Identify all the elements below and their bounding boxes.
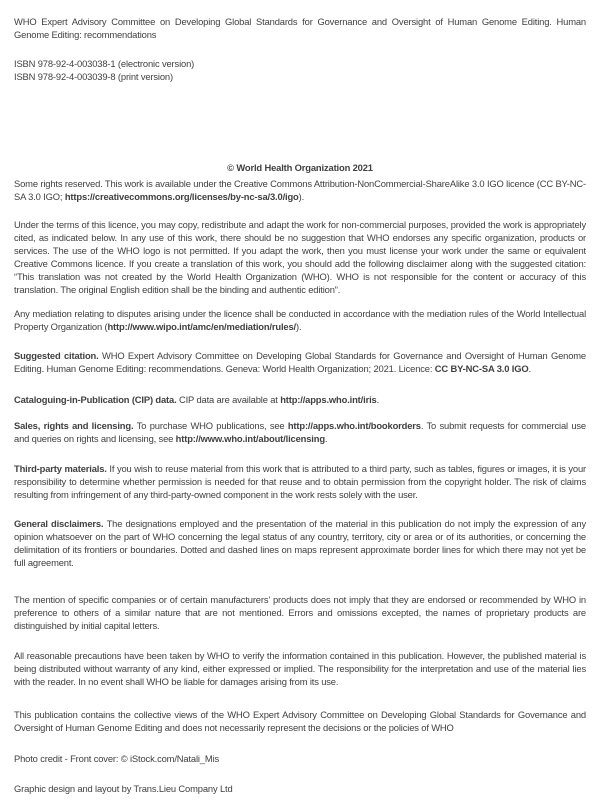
isbn-electronic: ISBN 978-92-4-003038-1 (electronic version) bbox=[14, 58, 195, 69]
publication-title-text: WHO Expert Advisory Committee on Developing Global Standards for Governance and Oversight of Human Genome Editing. Human Genome Editing: recommendations bbox=[14, 16, 586, 40]
licence-notice-text: Some rights reserved. This work is available under the Creative Commons Attribution-NonCommercial-ShareAlike 3.0 IGO licence (CC BY-NC-SA 3.0 IGO; bbox=[14, 178, 586, 202]
licence-terms bbox=[14, 218, 586, 296]
copyright-line: © World Health Organization 2021 bbox=[227, 162, 373, 173]
companies-mention-text: The mention of specific companies or of certain manufacturers’ products does not imply that they are endorsed or recommended by WHO in preference to others of a similar nature that are not mentioned. Errors and omissions excepted, the names of proprietary products are distinguished by initial capital letters. bbox=[14, 594, 586, 631]
general-disclaimers bbox=[14, 517, 586, 569]
suggested-citation bbox=[14, 349, 586, 375]
sales-text-2: . To submit requests for commercial use and queries on rights and licensing, see bbox=[14, 420, 586, 444]
collective-views-text: This publication contains the collective views of the WHO Expert Advisory Committee on Developing Global Standards for Governance and Oversight of Human Genome Editing and does not necessarily represent the decisions or the policies of WHO bbox=[14, 709, 586, 733]
link-cc-licence[interactable]: https://creativecommons.org/licenses/by-nc-sa/3.0/igo bbox=[64, 191, 299, 202]
suggested-citation-close: . bbox=[528, 363, 531, 374]
suggested-citation-label: Suggested citation. bbox=[14, 350, 103, 361]
design-credit-text: Graphic design and layout by Trans.Lieu Company Ltd bbox=[14, 783, 233, 794]
design-credit bbox=[14, 782, 586, 795]
licence-notice bbox=[14, 177, 586, 203]
link-who-iris[interactable]: http://apps.who.int/iris bbox=[280, 394, 377, 405]
sales-text-1: To purchase WHO publications, see bbox=[136, 420, 288, 431]
sales-rights-licensing bbox=[14, 419, 586, 445]
link-wipo-mediation[interactable]: http://www.wipo.int/amc/en/mediation/rules/ bbox=[107, 321, 296, 332]
third-party-text: If you wish to reuse material from this work that is attributed to a third party, such as tables, figures or images, it is your responsibility to determine whether permission is needed for that reuse and to obtain permission from the copyright holder. The risk of claims resulting from infringement of any third-party-owned component in the work rests solely with the user. bbox=[14, 463, 586, 500]
photo-credit bbox=[14, 752, 586, 765]
sales-label: Sales, rights and licensing. bbox=[14, 420, 137, 431]
link-who-bookorders[interactable]: http://apps.who.int/bookorders bbox=[287, 420, 421, 431]
citation-licence-code: CC BY-NC-SA 3.0 IGO bbox=[434, 363, 529, 374]
photo-credit-text: Photo credit - Front cover: © iStock.com/Natali_Mis bbox=[14, 753, 220, 764]
cip-data-label: Cataloguing-in-Publication (CIP) data. bbox=[14, 394, 179, 405]
licence-notice-close: ). bbox=[298, 191, 305, 202]
cip-data-close: . bbox=[376, 394, 380, 405]
isbn-print: ISBN 978-92-4-003039-8 (print version) bbox=[14, 71, 173, 82]
collective-views-note bbox=[14, 708, 586, 734]
precautions-disclaimer bbox=[14, 649, 586, 688]
general-disclaimers-label: General disclaimers. bbox=[14, 518, 107, 529]
third-party-materials bbox=[14, 462, 586, 501]
companies-mention-disclaimer bbox=[14, 593, 586, 632]
mediation-clause bbox=[14, 307, 586, 333]
mediation-clause-text: Any mediation relating to disputes arising under the licence shall be conducted in accordance with the mediation rules of the World Intellectual Property Organization ( bbox=[14, 308, 586, 332]
link-who-licensing[interactable]: http://www.who.int/about/licensing bbox=[175, 433, 325, 444]
mediation-clause-close: ). bbox=[296, 321, 302, 332]
isbn-block bbox=[14, 57, 586, 83]
suggested-citation-text: WHO Expert Advisory Committee on Developing Global Standards for Governance and Oversight of Human Genome Editing. Human Genome Editing: recommendations. Geneva: World Health Organization; 2021. Licence: bbox=[14, 350, 586, 374]
precautions-text: All reasonable precautions have been taken by WHO to verify the information contained in this publication. However, the published material is being distributed without warranty of any kind, either expressed or implied. The responsibility for the interpretation and use of the material lies with the reader. In no event shall WHO be liable for damages arising from its use. bbox=[14, 650, 586, 687]
general-disclaimers-text: The designations employed and the presentation of the material in this publication do not imply the expression of any opinion whatsoever on the part of WHO concerning the legal status of any country, territory, city or area or of its authorities, or concerning the delimitation of its frontiers or boundaries. Dotted and dashed lines on maps represent approximate border lines for which there may not yet be full agreement. bbox=[14, 518, 586, 568]
sales-close: . bbox=[324, 433, 328, 444]
cip-data bbox=[14, 393, 586, 406]
cip-data-text: CIP data are available at bbox=[178, 394, 281, 405]
licence-terms-text: Under the terms of this licence, you may copy, redistribute and adapt the work for non-commercial purposes, provided the work is appropriately cited, as indicated below. In any use of this work, there should be no suggestion that WHO endorses any specific organization, products or services. The use of the WHO logo is not permitted. If you adapt the work, then you must license your work under the same or equivalent Creative Commons licence. If you create a translation of this work, you should add the following disclaimer along with the suggested citation: “This translation was not created by the World Health Organization (WHO). WHO is not responsible for the content or accuracy of this translation. The original English edition shall be the binding and authentic edition”. bbox=[14, 219, 586, 295]
publication-title bbox=[14, 15, 586, 41]
third-party-label: Third-party materials. bbox=[14, 463, 110, 474]
